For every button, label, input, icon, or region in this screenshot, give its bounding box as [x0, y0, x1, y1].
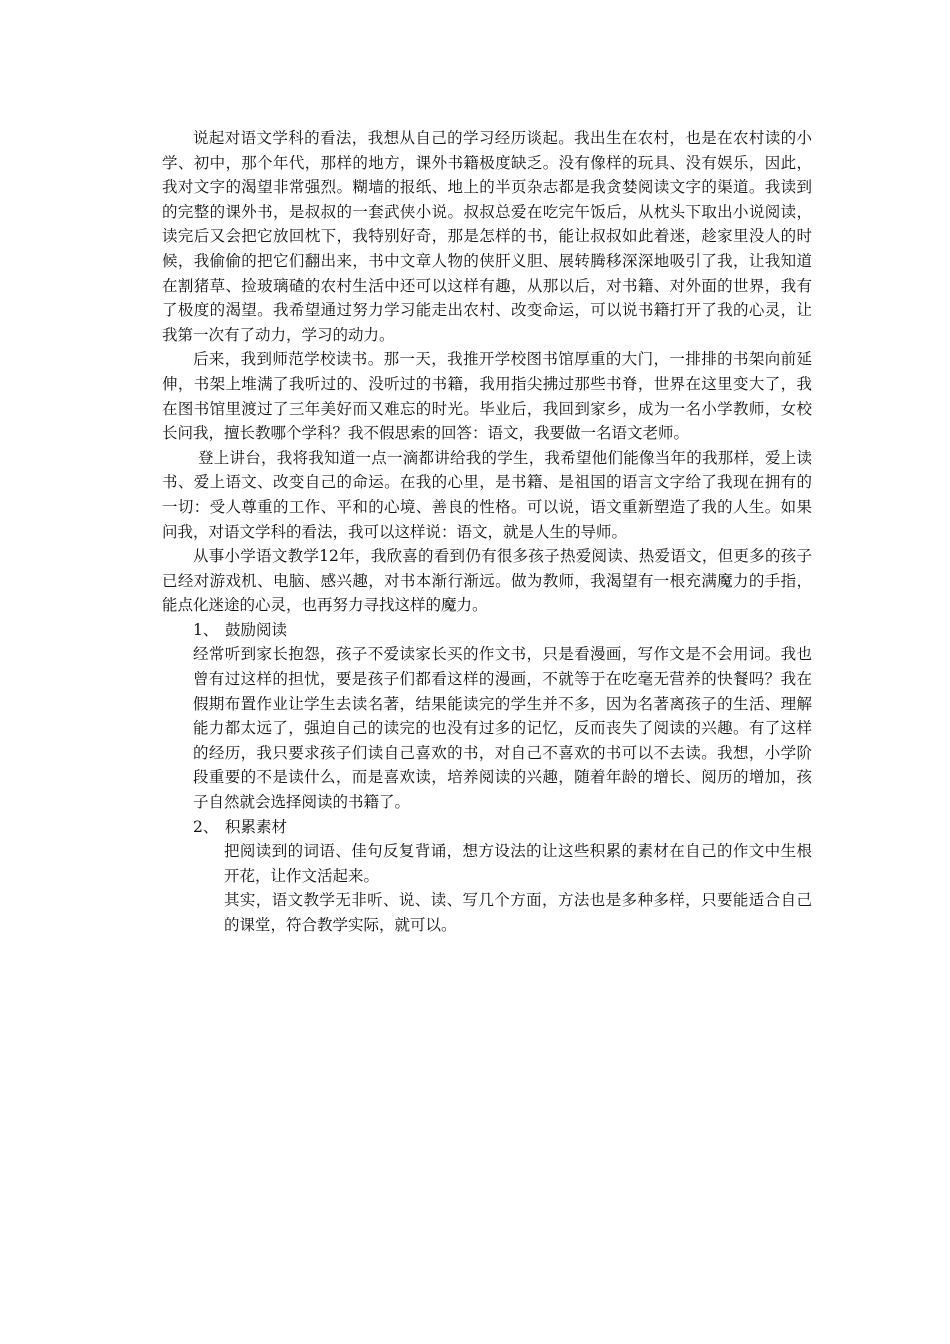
- paragraph-childhood-reading: 说起对语文学科的看法，我想从自己的学习经历谈起。我出生在农村，也是在农村读的小学、初中，那个年代，那样的地方，课外书籍极度缺乏。没有像样的玩具、没有娱乐，因此，我对文字的渴望非常强烈。糊墙的报纸、地上的半页杂志都是我贪婪阅读文字的渠道。我读到的完整的课外书，是叔叔的一套武侠小说。叔叔总爱在吃完午饭后，从枕头下取出小说阅读，读完后又会把它放回枕下，我特别好奇，那是怎样的书，能让叔叔如此着迷，趁家里没人的时候，我偷偷的把它们翻出来，书中文章人物的侠肝义胆、展转腾移深深地吸引了我，让我知道在割猪草、捡玻璃碴的农村生活中还可以这样有趣，从那以后，对书籍、对外面的世界，我有了极度的渴望。我希望通过努力学习能走出农村、改变命运，可以说书籍打开了我的心灵，让我第一次有了动力，学习的动力。: [162, 129, 812, 344]
- paragraph-twelve-years: 从事小学语文教学12年，我欣喜的看到仍有很多孩子热爱阅读、热爱语文，但更多的孩子已经对游戏机、电脑、感兴趣，对书本渐行渐远。做为教师，我渴望有一根充满魔力的手指，能点化迷途的心灵，也再努力寻找这样的魔力。: [162, 547, 812, 615]
- document-page: [162, 126, 812, 938]
- paragraph-teaching: 登上讲台，我将我知道一点一滴都讲给我的学生，我希望他们能像当年的我那样，爱上读书、爱上语文、改变自己的命运。在我的心里，是书籍、是祖国的语言文字给了我现在拥有的一切：受人尊重的工作、平和的心境、善良的性格。可以说，语文重新塑造了我的人生。如果问我，对语文学科的看法，我可以这样说：语文，就是人生的导师。: [162, 448, 812, 541]
- section-heading-encourage-reading: [162, 618, 812, 643]
- section-title: 鼓励阅读: [225, 620, 288, 639]
- section-body-encourage-reading: 经常听到家长抱怨，孩子不爱读家长买的作文书，只是看漫画，写作文是不会用词。我也曾有过这样的担忧，要是孩子们都看这样的漫画，不就等于在吃毫无营养的快餐吗？我在假期布置作业让学生去读名著，结果能读完的学生并不多，因为名著离孩子的生活、理解能力都太远了，强迫自己的读完的也没有过多的记忆，反而丧失了阅读的兴趣。有了这样的经历，我只要求孩子们读自己喜欢的书，对自己不喜欢的书可以不去读。我想，小学阶段重要的不是读什么，而是喜欢读，培养阅读的兴趣，随着年龄的增长、阅历的增加，孩子自然就会选择阅读的书籍了。: [193, 645, 812, 812]
- section-number: 1、: [193, 620, 219, 639]
- closing-paragraph: 其实，语文教学无非听、说、读、写几个方面，方法也是多种多样，只要能适合自己的课堂，符合教学实际，就可以。: [224, 891, 812, 934]
- section-heading-accumulate-material: [162, 815, 812, 840]
- paragraph-normal-school: 后来，我到师范学校读书。那一天，我推开学校图书馆厚重的大门，一排排的书架向前延伸，书架上堆满了我听过的、没听过的书籍，我用指尖拂过那些书脊，世界在这里变大了，我在图书馆里渡过了三年美好而又难忘的时光。毕业后，我回到家乡，成为一名小学教师，女校长问我，擅长教哪个学科？我不假思索的回答：语文，我要做一名语文老师。: [162, 350, 812, 443]
- section-body-accumulate-material: 把阅读到的词语、佳句反复背诵，想方设法的让这些积累的素材在自己的作文中生根开花，让作文活起来。: [224, 842, 812, 885]
- section-number: 2、: [193, 817, 219, 836]
- section-title: 积累素材: [225, 817, 288, 836]
